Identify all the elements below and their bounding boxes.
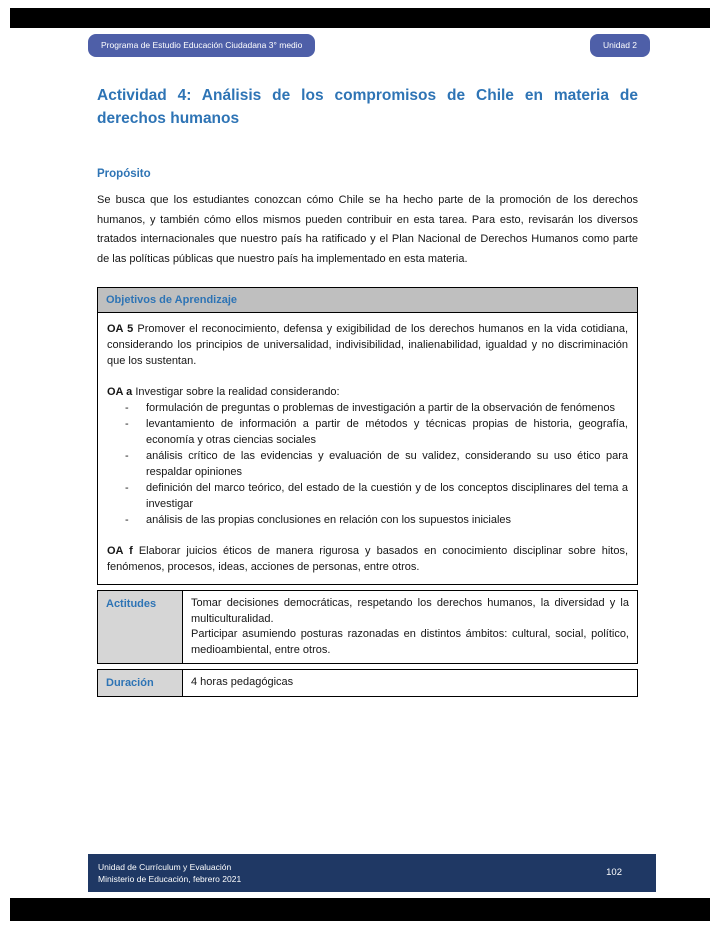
actitudes-text-2: Participar asumiendo posturas razonadas en distintos ámbitos: cultural, social, político, medioambiental, entre otros.: [191, 628, 629, 656]
actitudes-text-1: Tomar decisiones democráticas, respetando los derechos humanos, la diversidad y la multiculturalidad.: [191, 597, 629, 625]
unit-badge: Unidad 2: [590, 34, 650, 57]
footer-credits: [98, 861, 241, 886]
dash-marker: -: [125, 418, 129, 430]
footer-institution: Unidad de Currículum y Evaluación: [98, 861, 232, 872]
oa5-paragraph: [107, 321, 628, 369]
oa-a-item: [125, 512, 628, 528]
footer-date: Ministerio de Educación, febrero 2021: [98, 874, 242, 884]
actitudes-label-cell: Actitudes: [97, 590, 183, 664]
program-badge: Programa de Estudio Educación Ciudadana 3° medio: [88, 34, 315, 57]
page-content: [97, 84, 638, 697]
oa-a-list: [107, 400, 628, 528]
footer-bar: [88, 854, 656, 892]
page-number: 102: [606, 866, 622, 878]
dash-marker: -: [125, 402, 129, 414]
actitudes-value-cell: [182, 590, 638, 664]
oa-a-item-text: definición del marco teórico, del estado de la cuestión y de los conceptos disciplinares del tema a investigar: [146, 482, 628, 510]
oa-a-item-text: levantamiento de información a partir de métodos y técnicas propias de historia, geografía, economía y otras ciencias sociales: [146, 418, 628, 446]
oa-a-item: [125, 416, 628, 448]
oa-a-item: [125, 480, 628, 512]
proposito-paragraph: Se busca que los estudiantes conozcan cómo Chile se ha hecho parte de la promoción de los derechos humanos, y también cómo ellos mismos pueden contribuir en esta tarea. Para esto, revisarán los diversos tratados internacionales que nuestro país ha ratificado y el Plan Nacional de Derechos Humanos como parte de las políticas públicas que nuestro país ha implementado en esta materia.: [97, 194, 638, 265]
oa-f-paragraph: [107, 543, 628, 575]
oa-f-text: Elaborar juicios éticos de manera rigurosa y basados en conocimiento disciplinar sobre hitos, fenómenos, procesos, ideas, acciones de personas, entre otros.: [107, 545, 629, 573]
activity-title: Actividad 4: Análisis de los compromisos de Chile en materia de derechos humanos: [97, 87, 638, 127]
objectives-table-header: Objetivos de Aprendizaje: [97, 287, 638, 313]
objectives-table: [97, 287, 638, 697]
duracion-label-cell: Duración: [97, 669, 183, 697]
oa-f-label: OA f: [107, 545, 133, 557]
duracion-value-cell: 4 horas pedagógicas: [182, 669, 638, 697]
dash-marker: -: [125, 482, 129, 494]
dash-marker: -: [125, 450, 129, 462]
bottom-edge-bar: [10, 898, 710, 921]
actitudes-row: [97, 590, 638, 664]
oa-a-intro: Investigar sobre la realidad considerando:: [135, 386, 340, 398]
objectives-table-body: [97, 312, 638, 585]
oa-a-item: [125, 400, 628, 416]
oa-a-item-text: formulación de preguntas o problemas de investigación a partir de la observación de fenómenos: [146, 402, 616, 414]
dash-marker: -: [125, 514, 129, 526]
oa5-text: Promover el reconocimiento, defensa y exigibilidad de los derechos humanos en la vida cotidiana, considerando los principios de universalidad, indivisibilidad, inalienabilidad, igualdad y no discriminación que los sustentan.: [107, 323, 629, 367]
duracion-row: [97, 669, 638, 697]
oa-a-item: [125, 448, 628, 480]
oa-a-paragraph: [107, 384, 628, 400]
oa-a-item-text: análisis de las propias conclusiones en relación con los supuestos iniciales: [146, 514, 512, 526]
oa-a-item-text: análisis crítico de las evidencias y evaluación de su validez, considerando su uso ético para respaldar opiniones: [146, 450, 628, 478]
proposito-heading: Propósito: [97, 168, 151, 180]
oa5-label: OA 5: [107, 323, 134, 335]
oa-a-label: OA a: [107, 386, 133, 398]
top-edge-bar: [10, 8, 710, 28]
